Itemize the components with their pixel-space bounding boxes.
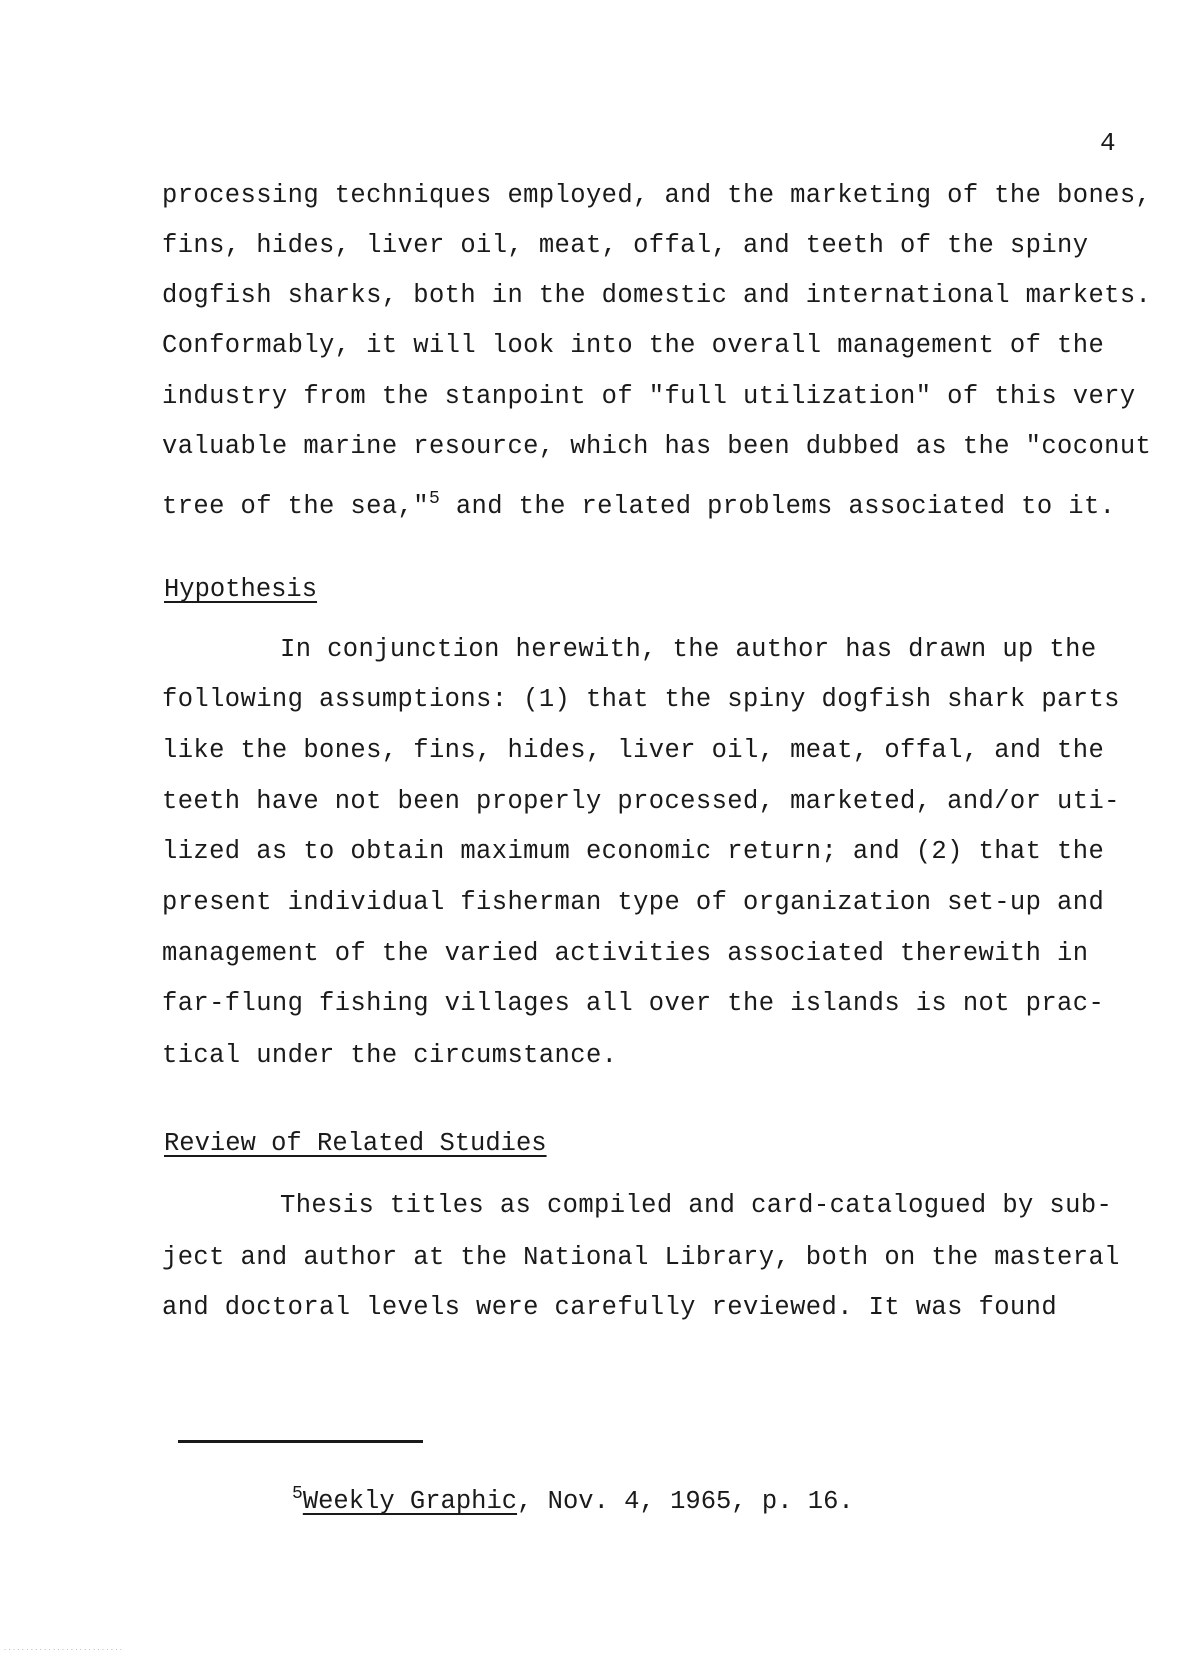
footnote-number: 5 <box>292 1484 303 1504</box>
footnote-divider <box>178 1440 423 1443</box>
text-line: tical under the circumstance. <box>162 1041 618 1070</box>
text-line: fins, hides, liver oil, meat, offal, and teeth of the spiny <box>162 231 1089 260</box>
footnote-ref: 5 <box>428 489 441 509</box>
footnote <box>292 1478 854 1518</box>
text-fragment: and the related problems associated to it. <box>440 492 1116 521</box>
page-number: 4 <box>1100 128 1116 158</box>
scan-watermark: . . . . . . . . . . . . . . . . . . . . . . . . . . . <box>4 1644 122 1652</box>
text-line: dogfish sharks, both in the domestic and international markets. <box>162 281 1152 310</box>
text-line: management of the varied activities associated therewith in <box>162 939 1089 968</box>
footnote-source-title: Weekly Graphic <box>302 1487 518 1516</box>
text-line: ject and author at the National Library, both on the masteral <box>162 1243 1120 1272</box>
text-line: like the bones, fins, hides, liver oil, meat, offal, and the <box>162 736 1105 765</box>
text-line: lized as to obtain maximum economic return; and (2) that the <box>162 837 1105 866</box>
text-line: In conjunction herewith, the author has drawn up the <box>280 635 1097 664</box>
text-line: and doctoral levels were carefully reviewed. It was found <box>162 1293 1058 1322</box>
text-line: processing techniques employed, and the marketing of the bones, <box>162 181 1152 210</box>
text-line: Conformably, it will look into the overall management of the <box>162 331 1105 360</box>
text-line: teeth have not been properly processed, marketed, and/or uti- <box>162 787 1120 816</box>
text-line: industry from the stanpoint of "full utilization" of this very <box>162 382 1136 411</box>
text-line: present individual fisherman type of organization set-up and <box>162 888 1105 917</box>
text-line: valuable marine resource, which has been dubbed as the "coconut <box>162 432 1152 461</box>
text-line: following assumptions: (1) that the spiny dogfish shark parts <box>162 685 1120 714</box>
text-line: far-flung fishing villages all over the islands is not prac- <box>162 989 1105 1018</box>
section-heading-hypothesis: Hypothesis <box>164 575 318 604</box>
text-line: Thesis titles as compiled and card-catalogued by sub- <box>280 1191 1113 1220</box>
footnote-citation: , Nov. 4, 1965, p. 16. <box>517 1487 854 1516</box>
text-line <box>162 483 1115 523</box>
section-heading-review: Review of Related Studies <box>164 1129 547 1158</box>
text-fragment: tree of the sea," <box>162 492 429 521</box>
